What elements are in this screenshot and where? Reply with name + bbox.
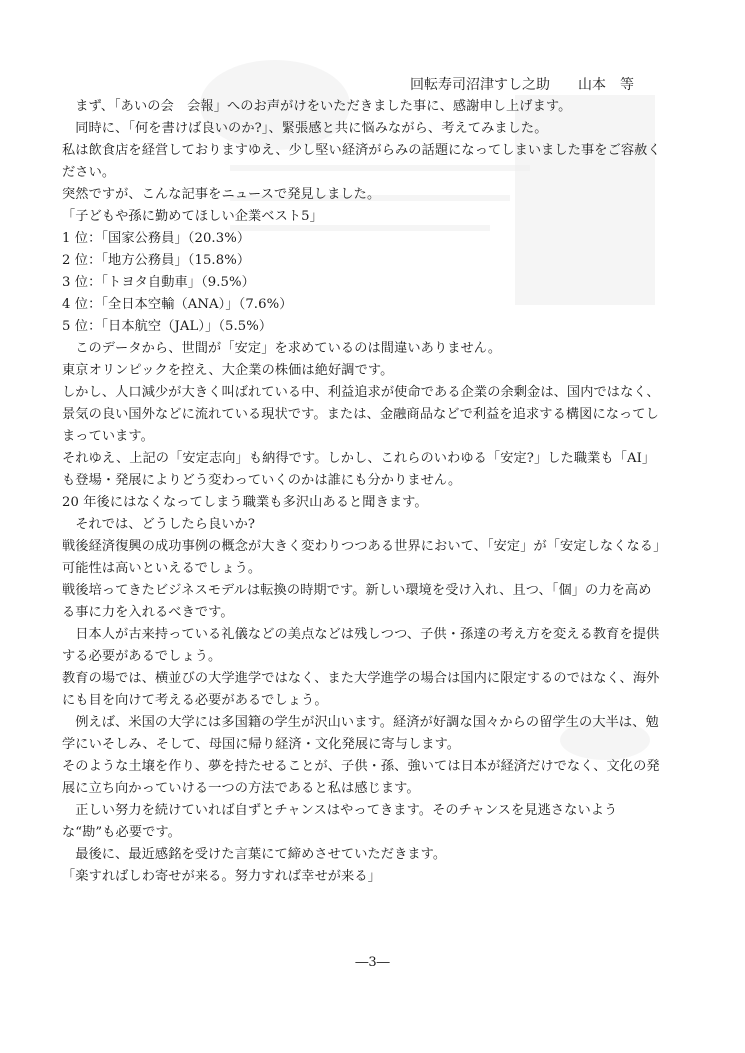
paragraph: 戦後培ってきたビジネスモデルは転換の時期です。新しい環境を受け入れ、且つ、「個」の力を高める事に力を入れるべきです。 bbox=[62, 583, 652, 620]
paragraph: 正しい努力を続けていれば自ずとチャンスはやってきます。そのチャンスを見逃さないような“勘”も必要です。 bbox=[62, 803, 618, 840]
paragraph: 最後に、最近感銘を受けた言葉にて締めさせていただきます。 bbox=[75, 847, 447, 862]
ranking-title: 「子どもや孫に勤めてほしい企業ベスト5」 bbox=[62, 209, 323, 224]
paragraph: 日本人が古来持っている礼儀などの美点などは残しつつ、子供・孫達の考え方を変える教育を提供する必要があるでしょう。 bbox=[62, 627, 660, 664]
author-line: 回転寿司沼津すし之助 山本 等 bbox=[410, 77, 634, 93]
paragraph: 教育の場では、横並びの大学進学ではなく、また大学進学の場合は国内に限定するのではなく、海外にも目を向けて考える必要があるでしょう。 bbox=[62, 671, 660, 708]
paragraph: しかし、人口減少が大きく叫ばれている中、利益追求が使命である企業の余剰金は、国内ではなく、景気の良い国外などに流れている現状です。または、金融商品などで利益を追求する構図になってしまっています。 bbox=[62, 385, 660, 444]
closing-quote: 「楽すればしわ寄せが来る。努力すれば幸せが来る」 bbox=[62, 869, 381, 884]
paragraph: このデータから、世間が「安定」を求めているのは間違いありません。 bbox=[75, 341, 502, 356]
ranking-item: 4 位：「全日本空輸（ANA）」（7.6%） bbox=[62, 297, 293, 312]
paragraph: 同時に、「何を書けば良いのか?」、緊張感と共に悩みながら、考えてみました。 bbox=[75, 121, 548, 136]
ranking-item: 3 位：「トヨタ自動車」（9.5%） bbox=[62, 275, 255, 290]
paragraph: 戦後経済復興の成功事例の概念が大きく変わりつつある世界において、「安定」が「安定しなくなる」可能性は高いといえるでしょう。 bbox=[62, 539, 660, 576]
ranking-item: 2 位：「地方公務員」（15.8%） bbox=[62, 253, 251, 268]
page-number: ―3― bbox=[355, 955, 390, 970]
paragraph: まず、「あいの会 会報」へのお声がけをいただきました事に、感謝申し上げます。 bbox=[75, 99, 572, 114]
paragraph: 私は飲食店を経営しておりますゆえ、少し堅い経済がらみの話題になってしまいました事をご容赦ください。 bbox=[62, 143, 661, 180]
paragraph: それでは、どうしたら良いか? bbox=[75, 517, 256, 532]
paragraph: 20 年後にはなくなってしまう職業も多沢山あると聞きます。 bbox=[62, 495, 428, 510]
paragraph: それゆえ、上記の「安定志向」も納得です。しかし、これらのいわゆる「安定?」した職業も「AI」も登場・発展によりどう変わっていくのかは誰にも分かりません。 bbox=[62, 451, 656, 488]
ranking-item: 5 位：「日本航空（JAL）」（5.5%） bbox=[62, 319, 273, 334]
paragraph: 例えば、米国の大学には多国籍の学生が沢山います。経済が好調な国々からの留学生の大半は、勉学にいそしみ、そして、母国に帰り経済・文化発展に寄与します。 bbox=[62, 715, 659, 752]
article-body bbox=[62, 96, 662, 888]
paragraph: 東京オリンピックを控え、大企業の株価は絶好調です。 bbox=[62, 363, 394, 378]
paragraph: そのような土壌を作り、夢を持たせることが、子供・孫、強いては日本が経済だけでなく、文化の発展に立ち向かっていける一つの方法であると私は感じます。 bbox=[62, 759, 660, 796]
ranking-item: 1 位：「国家公務員」（20.3%） bbox=[62, 231, 251, 246]
paragraph: 突然ですが、こんな記事をニュースで発見しました。 bbox=[62, 187, 381, 202]
